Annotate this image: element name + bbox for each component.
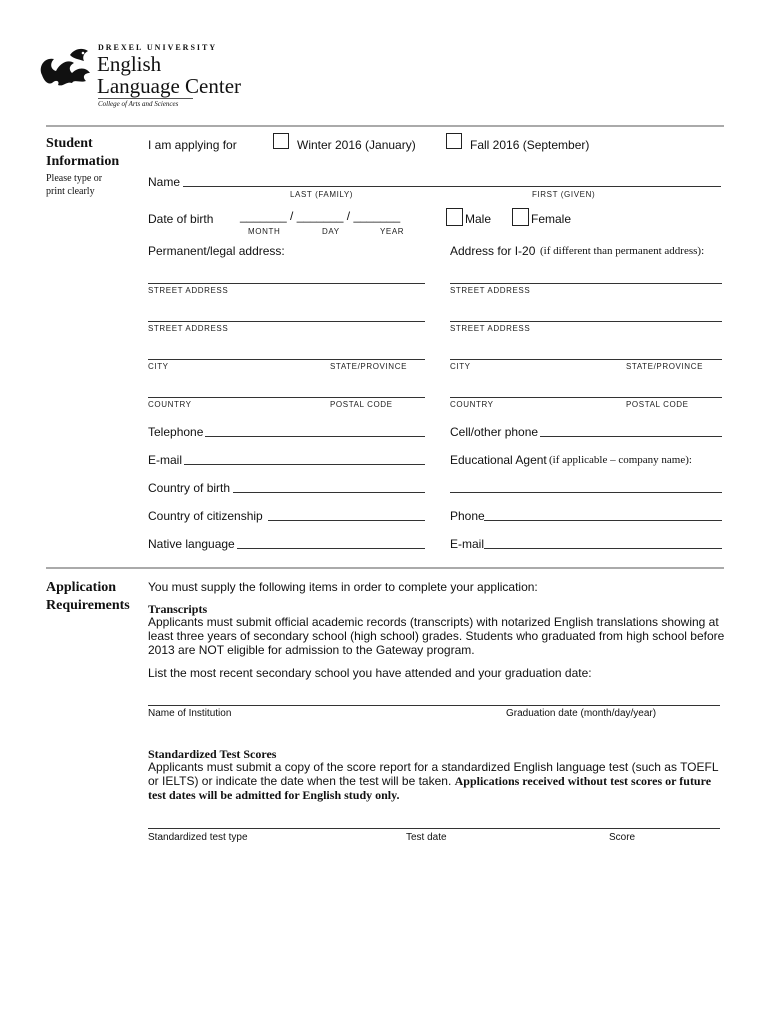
native-language-field[interactable] [237, 548, 425, 549]
perm-country-field[interactable] [148, 397, 425, 398]
name-field[interactable] [183, 186, 721, 187]
fall-option-label: Fall 2016 (September) [470, 138, 590, 152]
cell-phone-label: Cell/other phone [450, 425, 539, 439]
perm-street-2-field[interactable] [148, 321, 425, 322]
email2-label: E-mail [450, 537, 485, 551]
male-label: Male [465, 212, 492, 226]
score-caption: Score [609, 832, 636, 843]
university-name: DREXEL UNIVERSITY [98, 43, 218, 52]
state-caption: STATE/PROVINCE [626, 362, 704, 371]
top-rule [46, 125, 724, 127]
street-caption: STREET ADDRESS [450, 324, 531, 333]
center-name-line1: English [97, 52, 162, 76]
citizenship-label: Country of citizenship [148, 509, 263, 523]
postal-caption: POSTAL CODE [626, 400, 689, 409]
dob-field[interactable]: _______ / _______ / _______ [240, 209, 401, 223]
name-label: Name [148, 175, 181, 189]
transcripts-title: Transcripts [148, 602, 208, 616]
section-note: Please type or [46, 173, 103, 184]
institution-caption: Name of Institution [148, 708, 232, 719]
last-name-caption: LAST (FAMILY) [290, 190, 354, 199]
female-checkbox[interactable] [512, 208, 529, 226]
country-caption: COUNTRY [148, 400, 192, 409]
institution-field[interactable] [148, 705, 720, 706]
i20-city-field[interactable] [450, 359, 722, 360]
telephone-label: Telephone [148, 425, 204, 439]
agent-label: Educational Agent [450, 453, 547, 467]
i20-address-note: (if different than permanent address): [540, 245, 705, 257]
day-caption: DAY [322, 227, 340, 236]
college-name: College of Arts and Sciences [98, 100, 179, 108]
street-caption: STREET ADDRESS [148, 286, 229, 295]
i20-address-label: Address for I-20 [450, 244, 536, 258]
transcripts-body: Applicants must submit official academic records (transcripts) with notarized English translations showing at least three years of secondary school (high school) grades. Students who graduated from high school before 2013 are NOT eligible for admission to the Gateway program. [148, 615, 725, 657]
center-name-line2: Language Center [97, 74, 242, 98]
middle-rule [46, 567, 724, 569]
test-date-caption: Test date [406, 832, 447, 843]
street-caption: STREET ADDRESS [148, 324, 229, 333]
female-label: Female [531, 212, 572, 226]
native-language-label: Native language [148, 537, 235, 551]
perm-city-field[interactable] [148, 359, 425, 360]
agent-note: (if applicable – company name): [549, 454, 692, 466]
cell-phone-field[interactable] [540, 436, 722, 437]
list-school-instruction: List the most recent secondary school you have attended and your graduation date: [148, 666, 592, 680]
perm-street-1-field[interactable] [148, 283, 425, 284]
requirements-intro: You must supply the following items in order to complete your application: [148, 580, 538, 594]
winter-option-label: Winter 2016 (January) [297, 138, 416, 152]
i20-country-field[interactable] [450, 397, 722, 398]
tests-body: Applicants must submit a copy of the score report for a standardized English language test (such as TOEFL or IELTS) or indicate the date when the test will be taken. [148, 760, 719, 788]
test-type-caption: Standardized test type [148, 832, 248, 843]
agent-field[interactable] [450, 492, 722, 493]
test-info-field[interactable] [148, 828, 720, 829]
phone-label: Phone [450, 509, 485, 523]
dob-label: Date of birth [148, 212, 214, 226]
winter-checkbox[interactable] [273, 133, 289, 149]
birth-country-label: Country of birth [148, 481, 231, 495]
birth-country-field[interactable] [233, 492, 425, 493]
citizenship-field[interactable] [268, 520, 425, 521]
phone-field[interactable] [484, 520, 722, 521]
tests-bold-note: Applications received without test scores or future test dates will be admitted for English study only. [148, 774, 712, 802]
email-label: E-mail [148, 453, 183, 467]
first-name-caption: FIRST (GIVEN) [532, 190, 596, 199]
year-caption: YEAR [380, 227, 405, 236]
telephone-field[interactable] [205, 436, 425, 437]
application-section-title-2: Requirements [46, 598, 130, 613]
graduation-caption: Graduation date (month/day/year) [506, 708, 657, 719]
permanent-address-label: Permanent/legal address: [148, 244, 285, 258]
month-caption: MONTH [248, 227, 281, 236]
section-note-2: print clearly [46, 186, 95, 197]
i20-street-1-field[interactable] [450, 283, 722, 284]
male-checkbox[interactable] [446, 208, 463, 226]
email-field[interactable] [184, 464, 425, 465]
street-caption: STREET ADDRESS [450, 286, 531, 295]
student-section-title-2: Information [46, 154, 120, 169]
tests-title: Standardized Test Scores [148, 747, 277, 761]
country-caption: COUNTRY [450, 400, 494, 409]
dragon-icon [36, 45, 96, 91]
city-caption: CITY [148, 362, 169, 371]
application-section-title: Application [46, 580, 117, 595]
city-caption: CITY [450, 362, 471, 371]
logo-divider [98, 98, 193, 99]
postal-caption: POSTAL CODE [330, 400, 393, 409]
student-section-title: Student [46, 136, 93, 151]
email2-field[interactable] [484, 548, 722, 549]
state-caption: STATE/PROVINCE [330, 362, 408, 371]
tests-block [148, 760, 728, 802]
applying-label: I am applying for [148, 138, 237, 152]
fall-checkbox[interactable] [446, 133, 462, 149]
i20-street-2-field[interactable] [450, 321, 722, 322]
